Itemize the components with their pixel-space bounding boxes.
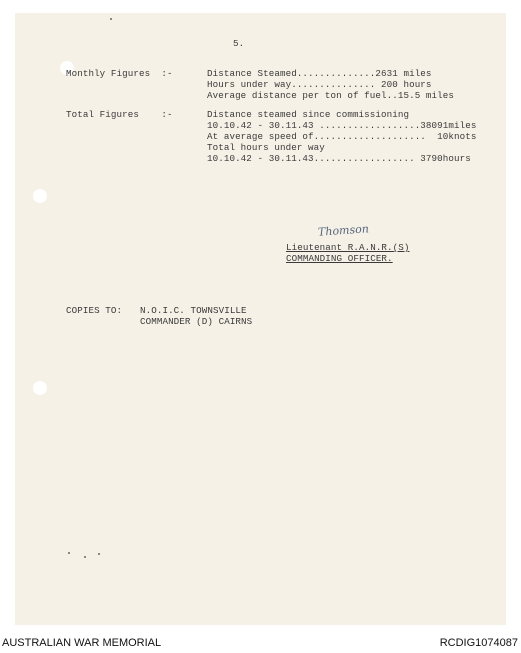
monthly-distance-line: Distance Steamed..............2631 miles	[207, 68, 432, 79]
copies-to-label: COPIES TO:	[66, 305, 123, 316]
monthly-fuel-line: Average distance per ton of fuel..15.5 miles	[207, 90, 454, 101]
page-number: 5.	[233, 38, 245, 49]
total-distance-line: 10.10.42 - 30.11.43 ..................38091miles	[207, 120, 477, 131]
footer-record-id: RCDIG1074087	[439, 637, 518, 649]
copies-recipient-2: COMMANDER (D) CAIRNS	[140, 316, 253, 327]
total-speed-line: At average speed of.................... 10knots	[207, 131, 477, 142]
total-hours-heading: Total hours under way	[207, 142, 325, 153]
monthly-hours-line: Hours under way............... 200 hours	[207, 79, 432, 90]
punch-hole-bottom	[33, 381, 47, 395]
total-figures-label: Total Figures :-	[66, 109, 173, 120]
paper-speck	[84, 556, 86, 558]
copies-recipient-1: N.O.I.C. TOWNSVILLE	[140, 305, 247, 316]
signatory-title: COMMANDING OFFICER.	[286, 253, 393, 264]
document-page	[15, 13, 506, 625]
monthly-figures-label: Monthly Figures :-	[66, 68, 173, 79]
signatory-rank: Lieutenant R.A.N.R.(S)	[286, 242, 410, 253]
paper-speck	[110, 18, 112, 20]
handwritten-signature: Thomson	[317, 222, 370, 239]
punch-hole-middle	[33, 189, 47, 203]
total-hours-line: 10.10.42 - 30.11.43.................. 3790hours	[207, 153, 471, 164]
total-distance-heading: Distance steamed since commissioning	[207, 109, 410, 120]
footer-archive-name: AUSTRALIAN WAR MEMORIAL	[2, 637, 162, 649]
paper-speck	[68, 552, 70, 554]
paper-speck	[98, 553, 100, 555]
